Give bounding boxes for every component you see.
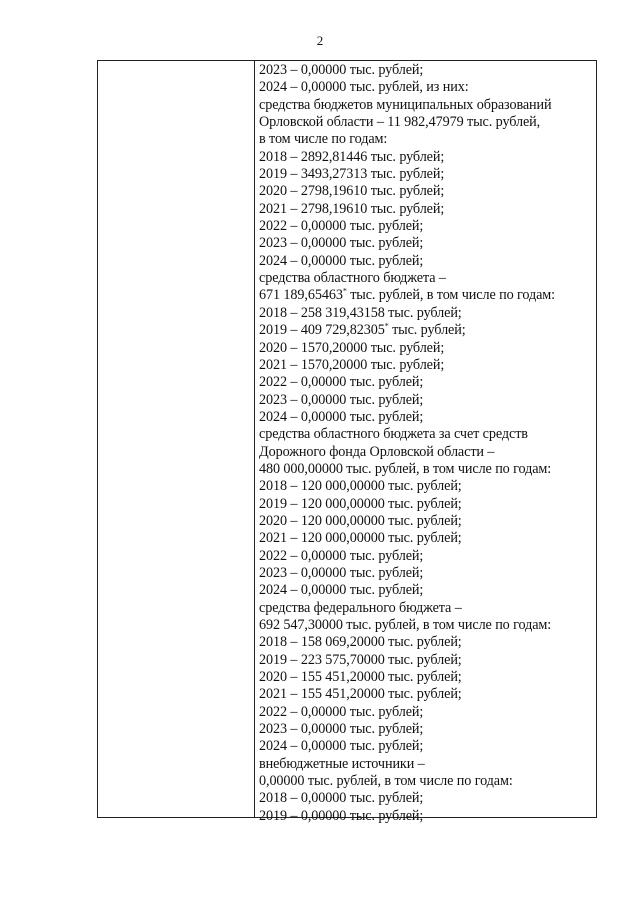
text-line: 2021 – 155 451,20000 тыс. рублей; — [259, 686, 462, 703]
text-line: 2018 – 2892,81446 тыс. рублей; — [259, 148, 445, 165]
text-line: средства бюджетов муниципальных образований — [259, 96, 552, 113]
text-line: 2024 – 0,00000 тыс. рублей; — [259, 582, 424, 599]
text-line: 2020 – 120 000,00000 тыс. рублей; — [259, 512, 462, 529]
text-line: 2021 – 120 000,00000 тыс. рублей; — [259, 530, 462, 547]
text-line: Дорожного фонда Орловской области – — [259, 443, 495, 460]
text-line: 2023 – 0,00000 тыс. рублей; — [259, 62, 424, 78]
text-line: 2020 – 155 451,20000 тыс. рублей; — [259, 669, 462, 686]
text-line: в том числе по годам: — [259, 131, 388, 148]
text-line: 2018 – 120 000,00000 тыс. рублей; — [259, 478, 462, 495]
text-line: 2023 – 0,00000 тыс. рублей; — [259, 564, 424, 581]
text-line: 2023 – 0,00000 тыс. рублей; — [259, 721, 424, 738]
text-line: Орловской области – 11 982,47979 тыс. рублей, — [259, 114, 541, 131]
text-line: 2023 – 0,00000 тыс. рублей; — [259, 235, 424, 252]
text-line: 2022 – 0,00000 тыс. рублей; — [259, 218, 424, 235]
text-line: 2022 – 0,00000 тыс. рублей; — [259, 547, 424, 564]
text-line: 2018 – 258 319,43158 тыс. рублей; — [259, 304, 462, 321]
regional-budget-total-line — [259, 287, 595, 304]
text-line: 2021 – 1570,20000 тыс. рублей; — [259, 356, 445, 373]
text-line-tail: тыс. рублей, в том числе по годам: — [350, 287, 556, 304]
text-line: 2019 – 0,00000 тыс. рублей; — [259, 807, 424, 824]
funding-table — [97, 60, 597, 824]
text-line: 2024 – 0,00000 тыс. рублей; — [259, 738, 424, 755]
regional-2019-value: 2019 – 409 729,82305 — [259, 322, 385, 339]
text-line: 2020 – 2798,19610 тыс. рублей; — [259, 183, 445, 200]
text-line: 2023 – 0,00000 тыс. рублей; — [259, 391, 424, 408]
footnote-mark: * — [384, 321, 389, 331]
text-line: внебюджетные источники – — [259, 755, 425, 772]
regional-total-value: 671 189,65463 — [259, 287, 343, 304]
text-line: 480 000,00000 тыс. рублей, в том числе по годам: — [259, 460, 552, 477]
text-line: средства федерального бюджета – — [259, 599, 462, 616]
text-line: 2019 – 120 000,00000 тыс. рублей; — [259, 495, 462, 512]
text-line: 2021 – 2798,19610 тыс. рублей; — [259, 200, 445, 217]
page-number: 2 — [316, 33, 324, 48]
text-line: 2024 – 0,00000 тыс. рублей; — [259, 252, 424, 269]
text-line: 2018 – 0,00000 тыс. рублей; — [259, 790, 424, 807]
text-line: 2019 – 223 575,70000 тыс. рублей; — [259, 651, 462, 668]
text-line: 0,00000 тыс. рублей, в том числе по годам: — [259, 773, 513, 790]
column-divider — [254, 61, 255, 817]
text-line: 692 547,30000 тыс. рублей, в том числе по годам: — [259, 617, 552, 633]
text-line: 2022 – 0,00000 тыс. рублей; — [259, 374, 424, 391]
text-line: 2020 – 1570,20000 тыс. рублей; — [259, 339, 445, 356]
text-line-tail: тыс. рублей; — [392, 322, 466, 339]
funding-details-cell — [259, 62, 595, 825]
regional-budget-2019-line — [259, 322, 595, 339]
footnote-mark: * — [342, 286, 347, 296]
text-line: 2019 – 3493,27313 тыс. рублей; — [259, 166, 445, 183]
text-line: 2022 – 0,00000 тыс. рублей; — [259, 703, 424, 720]
text-line: 2024 – 0,00000 тыс. рублей, из них: — [259, 79, 469, 96]
text-line: 2018 – 158 069,20000 тыс. рублей; — [259, 634, 462, 651]
text-line: 2024 – 0,00000 тыс. рублей; — [259, 408, 424, 425]
text-line: средства областного бюджета – — [259, 270, 446, 287]
text-line: средства областного бюджета за счет средств — [259, 426, 528, 443]
